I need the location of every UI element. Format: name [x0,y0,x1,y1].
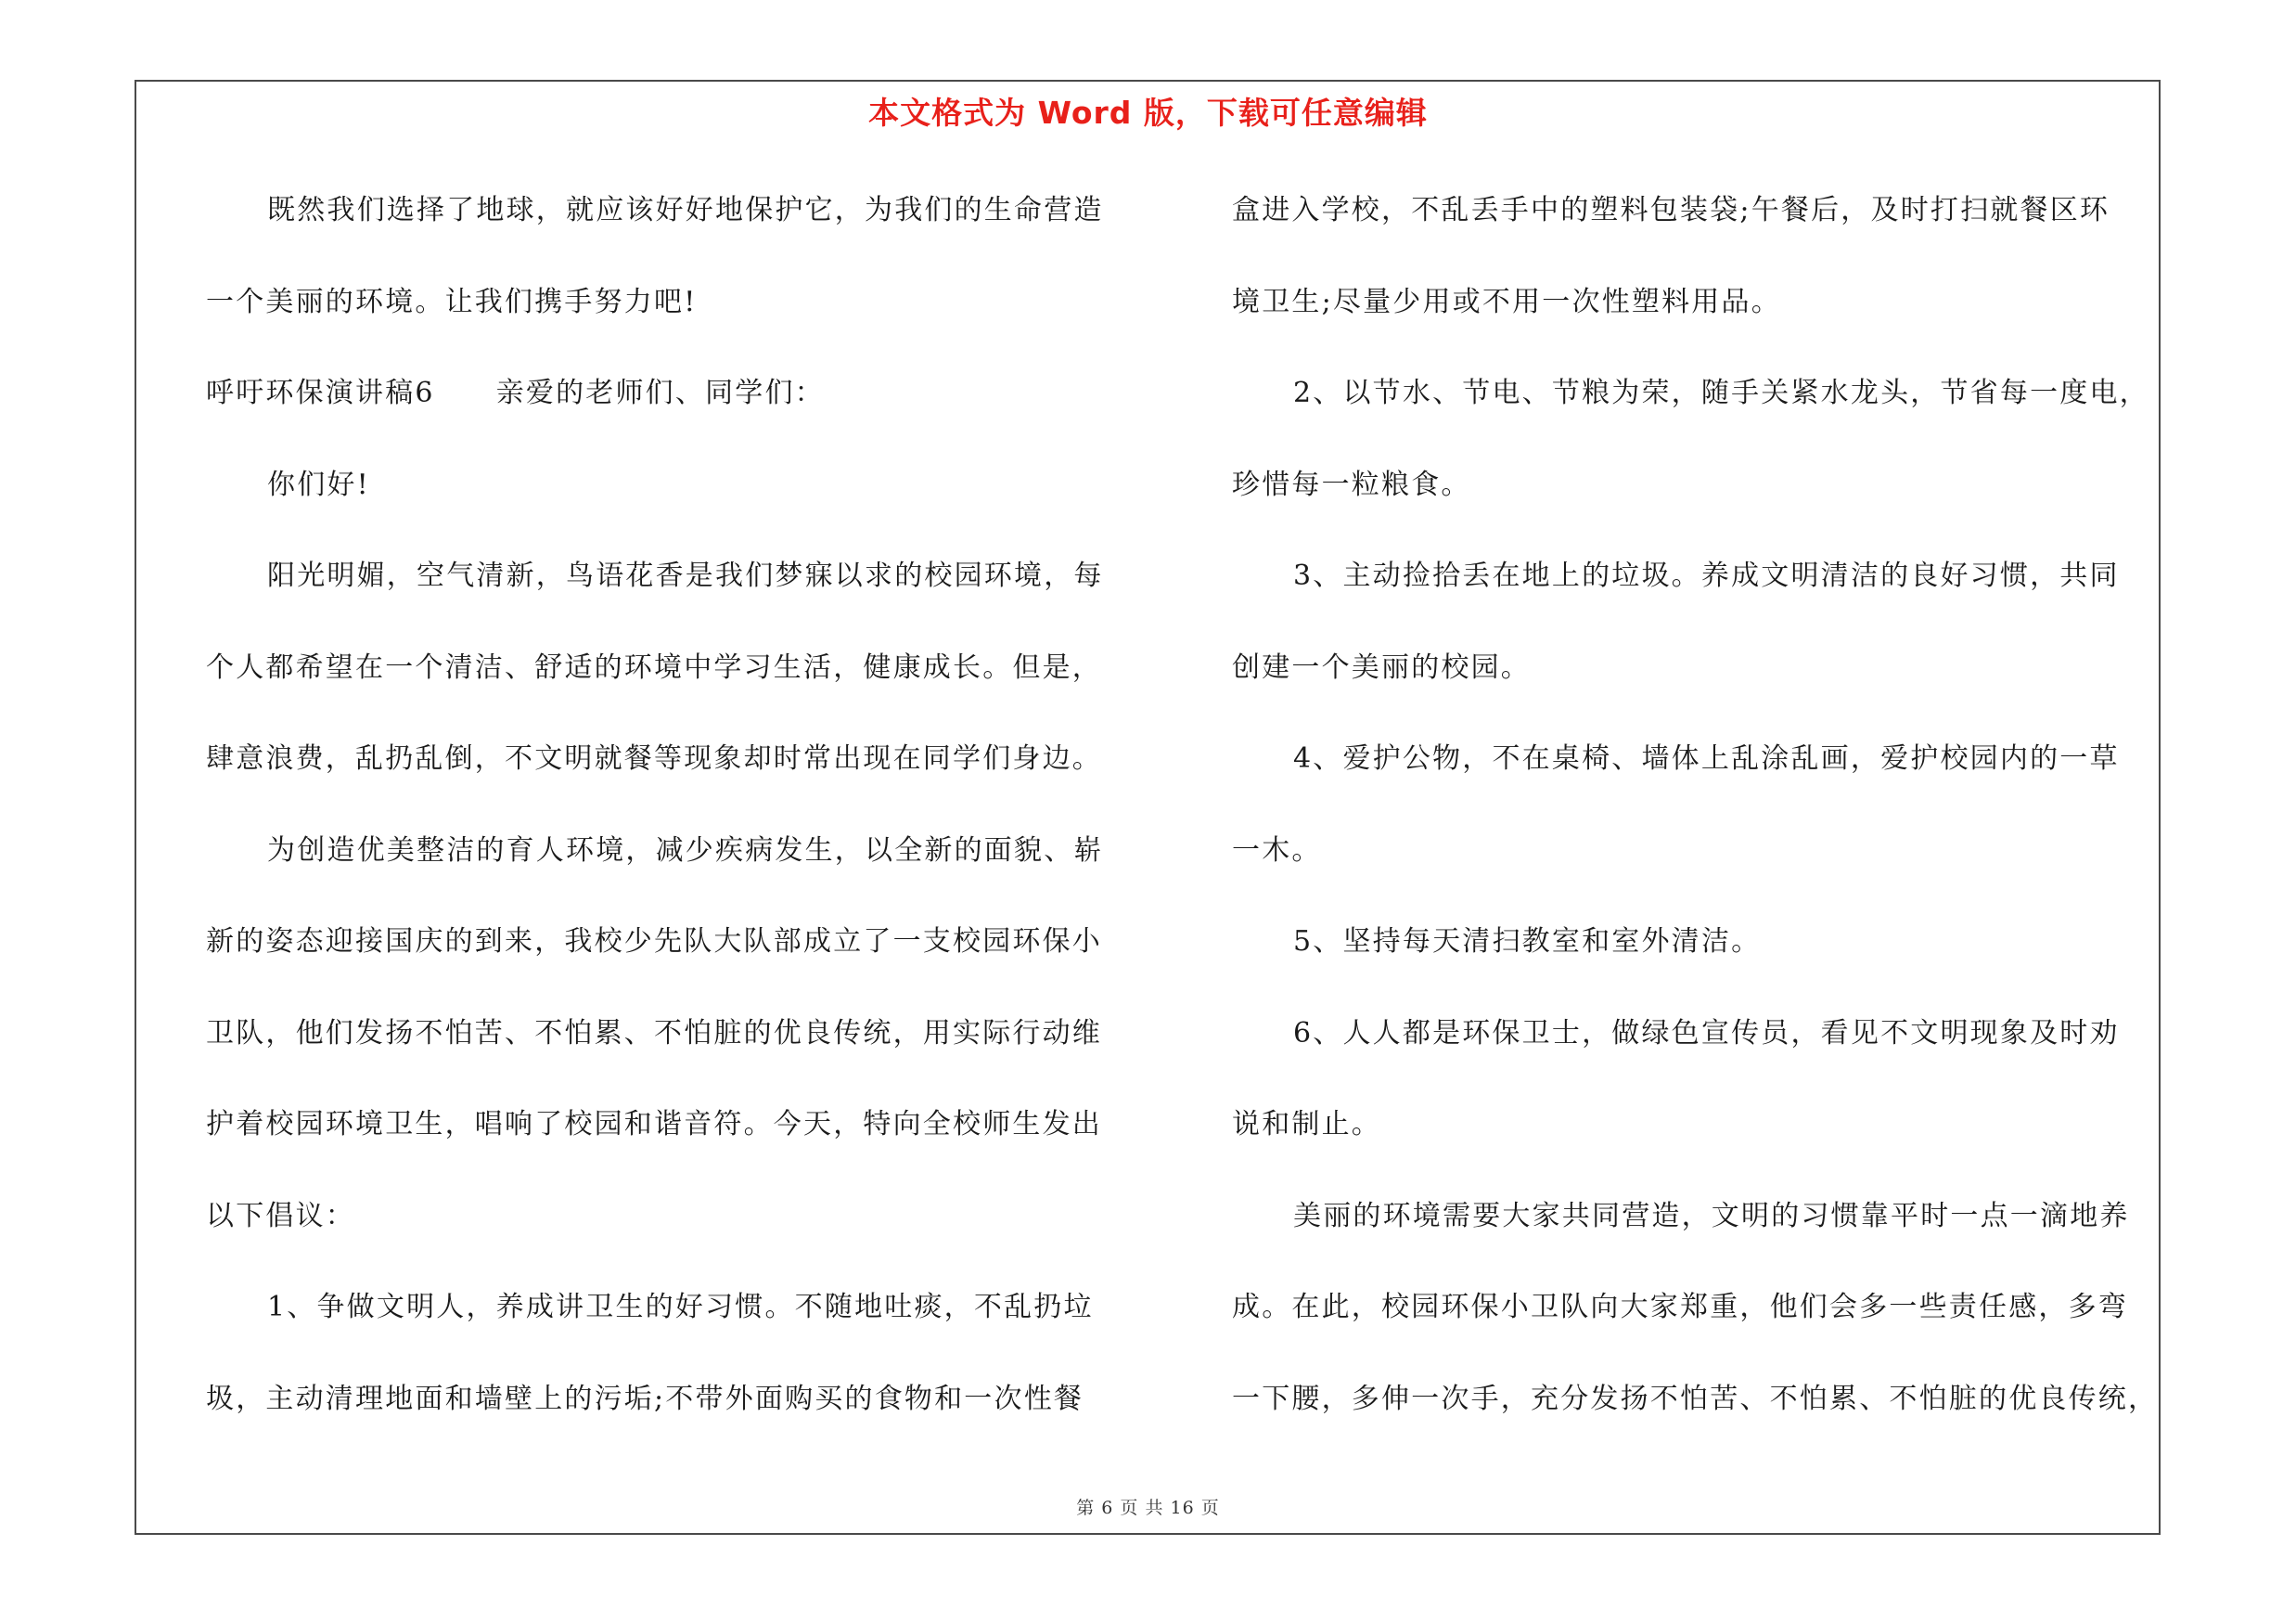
right-column-line: 4、爱护公物，不在桌椅、墙体上乱涂乱画，爱护校园内的一草 [1293,742,2120,775]
right-column [1232,184,2160,1463]
left-column-line: 圾，主动清理地面和墙壁上的污垢;不带外面购买的食物和一次性餐 [206,1382,1084,1415]
word-format-banner: 本文格式为 Word 版，下载可任意编辑 [868,95,1428,131]
left-column-line: 为创造优美整洁的育人环境，减少疾病发生，以全新的面貌、崭 [267,833,1104,867]
right-column-line: 美丽的环境需要大家共同营造，文明的习惯靠平时一点一滴地养 [1293,1199,2130,1232]
left-column-line [206,367,1134,458]
right-column-line: 创建一个美丽的校园。 [1232,650,1531,684]
left-column-line: 既然我们选择了地球，就应该好好地保护它，为我们的生命营造 [267,194,1104,226]
right-column-line: 5、坚持每天清扫教室和室外清洁。 [1293,925,1762,958]
salutation: 亲爱的老师们、同学们： [495,377,825,409]
left-column-line: 护着校园环境卫生，唱响了校园和谐音符。今天，特向全校师生发出 [206,1108,1102,1140]
right-column-line: 3、主动捡拾丢在地上的垃圾。养成文明清洁的良好习惯，共同 [1293,560,2120,592]
left-column-line: 卫队，他们发扬不怕苦、不怕累、不怕脏的优良传统，用实际行动维 [206,1016,1102,1050]
right-column-line: 盒进入学校，不乱丢手中的塑料包装袋;午餐后，及时打扫就餐区环 [1232,194,2110,226]
left-column-line: 阳光明媚，空气清新，鸟语花香是我们梦寐以求的校园环境，每 [267,560,1104,592]
left-column-line: 1、争做文明人，养成讲卫生的好习惯。不随地吐痰，不乱扔垃 [267,1291,1094,1323]
right-column-line: 说和制止。 [1232,1108,1381,1140]
left-column-line: 肆意浪费，乱扔乱倒，不文明就餐等现象却时常出现在同学们身边。 [206,742,1102,775]
right-column-line: 一下腰，多伸一次手，充分发扬不怕苦、不怕累、不怕脏的优良传统， [1232,1382,2159,1415]
left-column-line: 个人都希望在一个清洁、舒适的环境中学习生活，健康成长。但是， [206,650,1102,684]
right-column-line: 一木。 [1232,833,1322,867]
left-column-line: 你们好! [267,468,370,501]
speech-title: 呼吁环保演讲稿6 [206,377,435,409]
right-column-line: 成。在此，校园环保小卫队向大家郑重，他们会多一些责任感，多弯 [1232,1291,2128,1323]
left-column-line: 一个美丽的环境。让我们携手努力吧! [206,285,698,318]
right-column-line: 6、人人都是环保卫士，做绿色宣传员，看见不文明现象及时劝 [1293,1016,2120,1050]
right-column-line: 境卫生;尽量少用或不用一次性塑料用品。 [1232,285,1781,318]
left-column [206,184,1134,1463]
left-column-line: 以下倡议： [206,1199,355,1232]
right-column-line: 2、以节水、节电、节粮为荣，随手关紧水龙头，节省每一度电， [1293,377,2149,409]
left-column-line: 新的姿态迎接国庆的到来，我校少先队大队部成立了一支校园环保小 [206,925,1102,958]
right-column-line: 珍惜每一粒粮食。 [1232,468,1471,501]
page-number-footer: 第 6 页 共 16 页 [1076,1498,1220,1518]
